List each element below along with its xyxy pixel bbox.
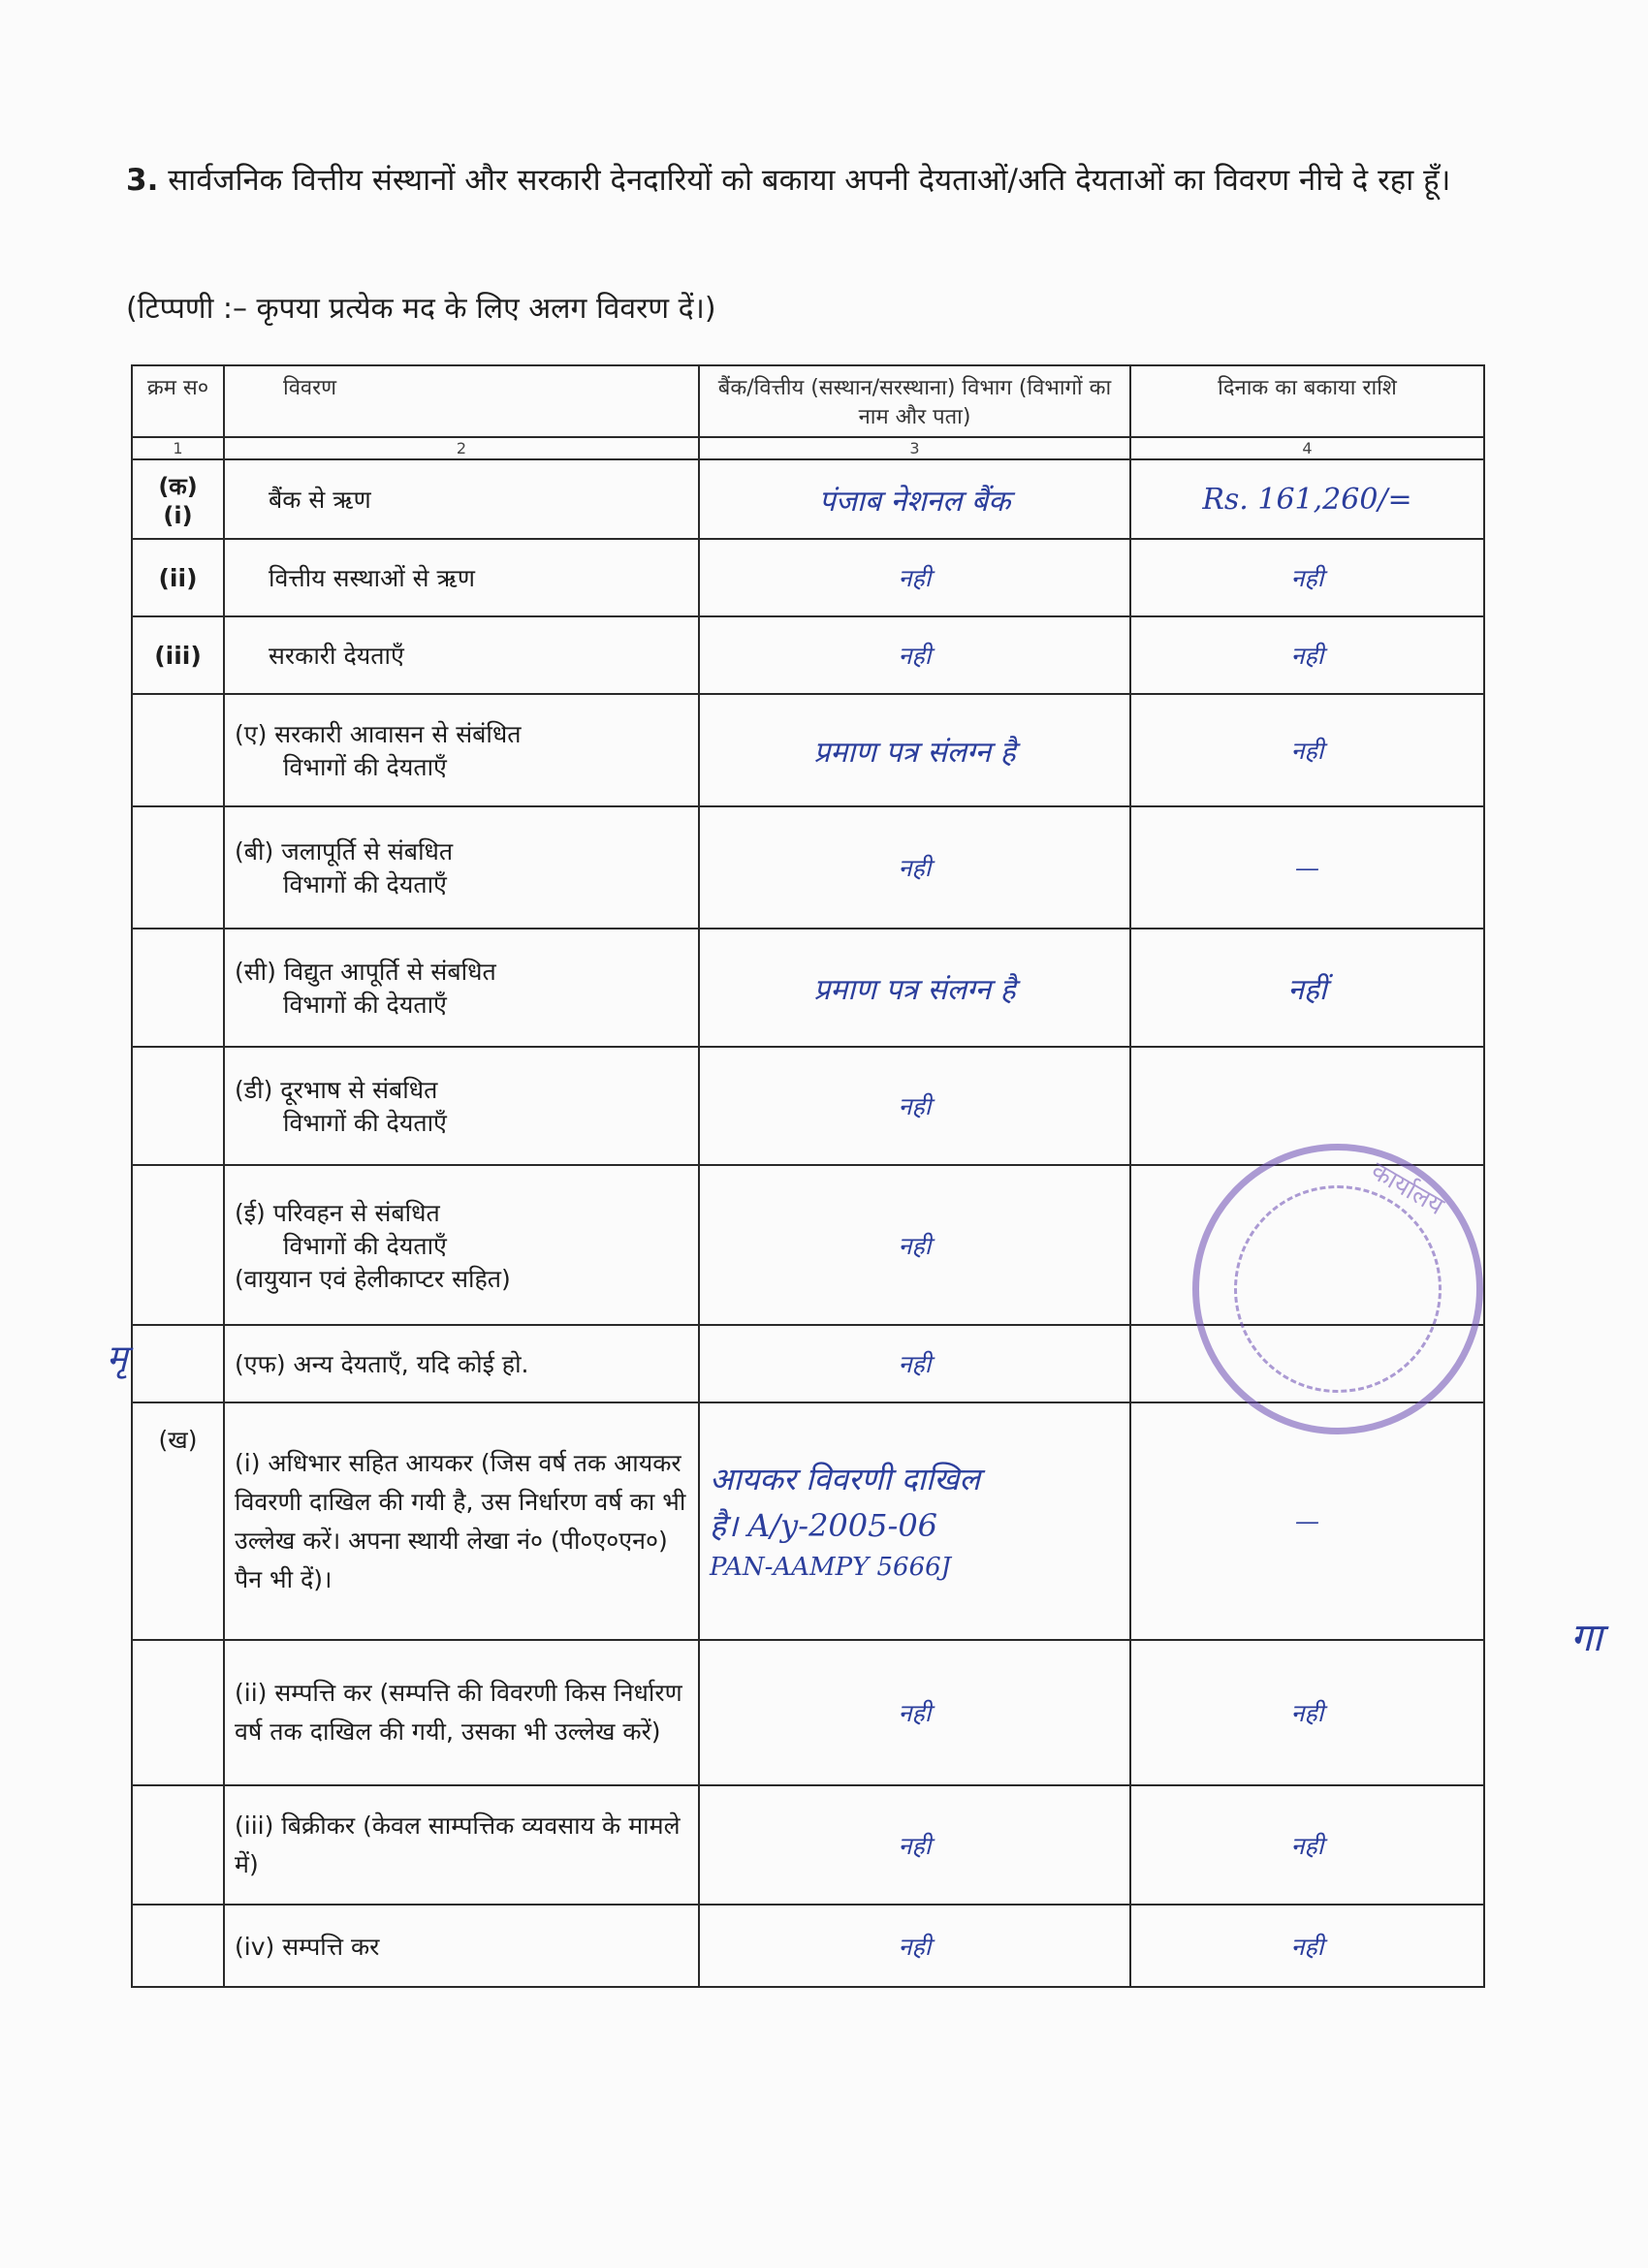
intro-text: सार्वजनिक वित्तीय संस्थानों और सरकारी देनदारियों को बकाया अपनी देयताओं/अति देयताओं का विवरण नीचे दे रहा हूँ। <box>168 163 1451 198</box>
table-row <box>132 1640 1484 1785</box>
intro-paragraph <box>126 155 1503 206</box>
office-stamp <box>1192 1144 1483 1434</box>
row-description <box>224 694 699 806</box>
handwritten-institution: नही <box>699 1325 1130 1402</box>
table-row <box>132 806 1484 929</box>
handwritten-amount: नही <box>1130 1905 1484 1987</box>
row-description: सरकारी देयताएँ <box>224 616 699 694</box>
handwritten-institution: नही <box>699 1640 1130 1785</box>
row-description: (iii) बिक्रीकर (केवल साम्पत्तिक व्यवसाय के मामले में) <box>224 1785 699 1905</box>
row-serial: (ii) <box>132 539 224 616</box>
row-description: बैंक से ऋण <box>224 459 699 539</box>
table-row <box>132 616 1484 694</box>
handwritten-amount: नही <box>1130 1785 1484 1905</box>
column-number: 3 <box>699 437 1130 459</box>
handwritten-institution: प्रमाण पत्र संलग्न है <box>699 694 1130 806</box>
row-description-line: (ई) परिवहन से संबधित <box>235 1198 440 1227</box>
margin-mark: गा <box>1570 1616 1602 1660</box>
table-row <box>132 929 1484 1047</box>
row-description: (iv) सम्पत्ति कर <box>224 1905 699 1987</box>
header-amount: दिनाक का बकाया राशि <box>1130 365 1484 437</box>
handwritten-amount: नही <box>1130 694 1484 806</box>
handwritten-institution: नही <box>699 616 1130 694</box>
row-description-line: (ए) सरकारी आवासन से संबंधित <box>235 720 522 748</box>
row-description-line: (बी) जलापूर्ति से संबधित <box>235 837 454 866</box>
row-description-line: विभागों की देयताएँ <box>283 1231 447 1260</box>
column-number: 2 <box>224 437 699 459</box>
row-serial <box>132 1047 224 1165</box>
handwritten-institution: नही <box>699 539 1130 616</box>
row-serial: (क) (i) <box>132 459 224 539</box>
handwritten-amount: नहीं <box>1130 929 1484 1047</box>
handwritten-institution <box>699 1402 1130 1640</box>
handwritten-institution: नही <box>699 1165 1130 1325</box>
row-description-line: विभागों की देयताएँ <box>283 753 447 781</box>
table-row <box>132 539 1484 616</box>
handwritten-institution: नही <box>699 806 1130 929</box>
header-serial: क्रम स० <box>132 365 224 437</box>
row-description: (एफ) अन्य देयताएँ, यदि कोई हो. <box>224 1325 699 1402</box>
row-serial <box>132 1640 224 1785</box>
note-text: (टिप्पणी :– कृपया प्रत्येक मद के लिए अलग विवरण दें।) <box>126 292 716 326</box>
row-serial: (ख) <box>132 1402 224 1640</box>
row-description-line: विभागों की देयताएँ <box>283 991 447 1019</box>
table-row <box>132 1047 1484 1165</box>
row-description-line: (वायुयान एवं हेलीकाप्टर सहित) <box>235 1264 511 1293</box>
handwritten-amount: — <box>1130 1402 1484 1640</box>
table-row <box>132 1905 1484 1987</box>
handwritten-amount: नही <box>1130 539 1484 616</box>
handwritten-amount: नही <box>1130 1640 1484 1785</box>
column-number: 4 <box>1130 437 1484 459</box>
office-stamp-text: कार्यालय <box>1365 1156 1449 1222</box>
table-row <box>132 1402 1484 1640</box>
handwritten-institution: प्रमाण पत्र संलग्न है <box>699 929 1130 1047</box>
handwritten-institution: नही <box>699 1905 1130 1987</box>
row-serial <box>132 1325 224 1402</box>
row-description-line: विभागों की देयताएँ <box>283 870 447 898</box>
handwritten-institution: नही <box>699 1785 1130 1905</box>
table-row <box>132 694 1484 806</box>
column-number-row <box>132 437 1484 459</box>
row-description: वित्तीय सस्थाओं से ऋण <box>224 539 699 616</box>
row-serial <box>132 694 224 806</box>
handwritten-amount: — <box>1130 806 1484 929</box>
row-description: (ii) सम्पत्ति कर (सम्पत्ति की विवरणी किस निर्धारण वर्ष तक दाखिल की गयी, उसका भी उल्लेख करें) <box>224 1640 699 1785</box>
row-description-line: विभागों की देयताएँ <box>283 1109 447 1137</box>
row-serial <box>132 1785 224 1905</box>
row-description-line: (डी) दूरभाष से संबधित <box>235 1076 438 1104</box>
row-serial <box>132 929 224 1047</box>
handwritten-amount: नही <box>1130 616 1484 694</box>
handwritten-institution: पंजाब नेशनल बैंक <box>699 459 1130 539</box>
table-header-row <box>132 365 1484 437</box>
handwritten-amount: Rs. 161,260/= <box>1130 459 1484 539</box>
row-serial <box>132 806 224 929</box>
column-number: 1 <box>132 437 224 459</box>
margin-initials: मृ <box>107 1339 128 1378</box>
office-stamp-inner-ring <box>1234 1185 1442 1393</box>
handwritten-line: है। A/y-2005-06 <box>710 1507 938 1544</box>
header-description: विवरण <box>224 365 699 437</box>
header-institution: बैंक/वित्तीय (सस्थान/सरस्थाना) विभाग (विभागों का नाम और पता) <box>699 365 1130 437</box>
row-serial: (iii) <box>132 616 224 694</box>
row-description <box>224 1165 699 1325</box>
section-number: 3. <box>126 163 159 198</box>
table-row <box>132 459 1484 539</box>
row-description <box>224 929 699 1047</box>
row-description: (i) अधिभार सहित आयकर (जिस वर्ष तक आयकर विवरणी दाखिल की गयी है, उस निर्धारण वर्ष का भी उल्लेख करें। अपना स्थायी लेखा नं० (पी०ए०एन०) पैन भी दें)। <box>224 1402 699 1640</box>
row-description <box>224 1047 699 1165</box>
row-serial <box>132 1165 224 1325</box>
handwritten-institution: नही <box>699 1047 1130 1165</box>
handwritten-line: PAN-AAMPY 5666J <box>710 1553 952 1582</box>
row-description-line: (सी) विद्युत आपूर्ति से संबधित <box>235 958 496 986</box>
table-row <box>132 1785 1484 1905</box>
handwritten-line: आयकर विवरणी दाखिल <box>710 1461 981 1497</box>
row-serial <box>132 1905 224 1987</box>
row-description <box>224 806 699 929</box>
